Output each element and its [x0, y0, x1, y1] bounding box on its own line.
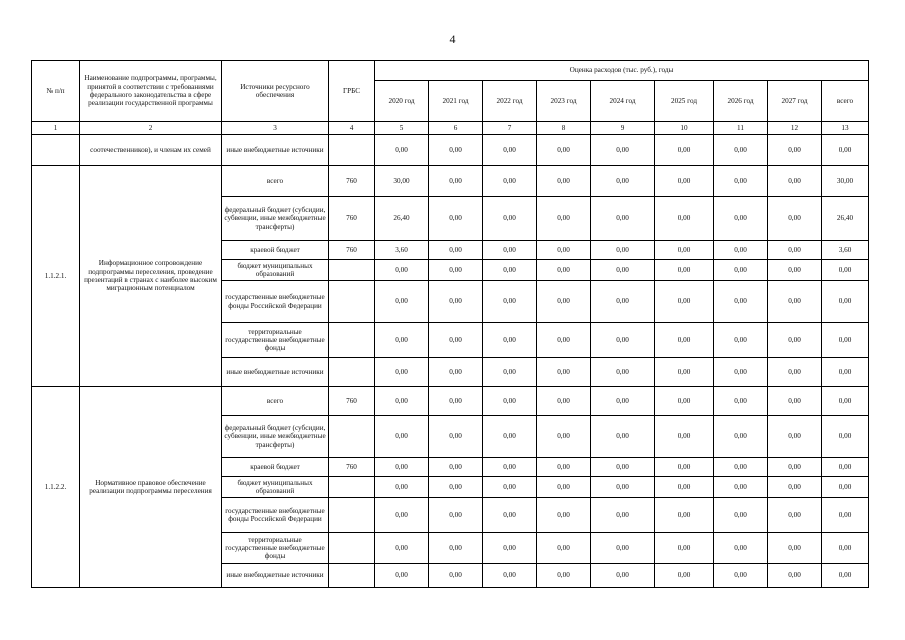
column-number: 12 — [768, 122, 822, 135]
grbs-cell — [329, 533, 375, 564]
value-cell: 0,00 — [537, 498, 591, 533]
header-year: 2027 год — [768, 81, 822, 122]
value-cell: 0,00 — [537, 358, 591, 387]
value-cell: 0,00 — [655, 416, 714, 458]
value-cell: 0,00 — [655, 564, 714, 588]
value-cell: 0,00 — [537, 135, 591, 166]
value-cell: 0,00 — [591, 197, 655, 241]
value-cell: 0,00 — [822, 533, 869, 564]
grbs-cell: 760 — [329, 166, 375, 197]
value-cell: 0,00 — [655, 533, 714, 564]
table-row — [32, 135, 869, 166]
value-cell: 0,00 — [714, 458, 768, 477]
value-cell: 0,00 — [591, 166, 655, 197]
value-cell: 0,00 — [537, 416, 591, 458]
value-cell: 0,00 — [655, 477, 714, 498]
value-cell: 0,00 — [655, 387, 714, 416]
source-label: федеральный бюджет (субсидии, субвенции, иные межбюджетные трансферты) — [222, 197, 329, 241]
value-cell: 0,00 — [714, 241, 768, 260]
value-cell: 0,00 — [429, 241, 483, 260]
grbs-cell — [329, 135, 375, 166]
value-cell: 0,00 — [375, 281, 429, 323]
source-label: иные внебюджетные источники — [222, 135, 329, 166]
value-cell: 0,00 — [375, 416, 429, 458]
page-number: 4 — [449, 32, 456, 46]
value-cell: 0,00 — [822, 564, 869, 588]
value-cell: 0,00 — [768, 498, 822, 533]
column-number: 4 — [329, 122, 375, 135]
value-cell: 0,00 — [483, 241, 537, 260]
value-cell: 0,00 — [768, 281, 822, 323]
row-number — [32, 135, 80, 166]
value-cell: 0,00 — [537, 477, 591, 498]
value-cell: 0,00 — [768, 358, 822, 387]
grbs-cell — [329, 498, 375, 533]
table-row — [32, 166, 869, 197]
value-cell: 0,00 — [822, 358, 869, 387]
source-label: государственные внебюджетные фонды Российской Федерации — [222, 281, 329, 323]
column-number: 1 — [32, 122, 80, 135]
value-cell: 0,00 — [822, 260, 869, 281]
value-cell: 0,00 — [714, 135, 768, 166]
value-cell: 0,00 — [483, 387, 537, 416]
value-cell: 0,00 — [768, 260, 822, 281]
header-year: 2022 год — [483, 81, 537, 122]
source-label: федеральный бюджет (субсидии, субвенции, иные межбюджетные трансферты) — [222, 416, 329, 458]
value-cell: 0,00 — [655, 281, 714, 323]
value-cell: 0,00 — [591, 564, 655, 588]
value-cell: 0,00 — [822, 477, 869, 498]
grbs-cell — [329, 358, 375, 387]
value-cell: 0,00 — [429, 416, 483, 458]
header-year: 2024 год — [591, 81, 655, 122]
value-cell: 0,00 — [822, 387, 869, 416]
value-cell: 0,00 — [655, 498, 714, 533]
value-cell: 0,00 — [375, 358, 429, 387]
column-number: 6 — [429, 122, 483, 135]
grbs-cell — [329, 260, 375, 281]
column-number: 8 — [537, 122, 591, 135]
value-cell: 0,00 — [375, 498, 429, 533]
value-cell: 0,00 — [655, 260, 714, 281]
value-cell: 0,00 — [768, 564, 822, 588]
header-source: Источники ресурсного обеспечения — [222, 61, 329, 122]
source-label: краевой бюджет — [222, 241, 329, 260]
value-cell: 0,00 — [768, 197, 822, 241]
value-cell: 0,00 — [714, 416, 768, 458]
value-cell: 0,00 — [591, 387, 655, 416]
value-cell: 0,00 — [822, 135, 869, 166]
header-num: № п/п — [32, 61, 80, 122]
value-cell: 0,00 — [537, 564, 591, 588]
value-cell: 0,00 — [483, 498, 537, 533]
value-cell: 0,00 — [375, 260, 429, 281]
value-cell: 0,00 — [714, 533, 768, 564]
value-cell: 0,00 — [375, 458, 429, 477]
column-number: 2 — [80, 122, 222, 135]
value-cell: 0,00 — [375, 135, 429, 166]
value-cell: 0,00 — [768, 533, 822, 564]
value-cell: 0,00 — [429, 135, 483, 166]
value-cell: 0,00 — [429, 281, 483, 323]
value-cell: 0,00 — [714, 477, 768, 498]
value-cell: 0,00 — [429, 533, 483, 564]
value-cell: 0,00 — [768, 166, 822, 197]
header-year: всего — [822, 81, 869, 122]
value-cell: 0,00 — [714, 358, 768, 387]
value-cell: 0,00 — [429, 564, 483, 588]
value-cell: 0,00 — [714, 564, 768, 588]
value-cell: 0,00 — [714, 498, 768, 533]
row-number: 1.1.2.1. — [32, 166, 80, 387]
source-label: государственные внебюджетные фонды Российской Федерации — [222, 498, 329, 533]
header-year: 2026 год — [714, 81, 768, 122]
value-cell: 0,00 — [429, 477, 483, 498]
value-cell: 0,00 — [483, 358, 537, 387]
value-cell: 0,00 — [483, 260, 537, 281]
table-header — [32, 61, 869, 135]
value-cell: 0,00 — [537, 197, 591, 241]
value-cell: 0,00 — [591, 281, 655, 323]
header-year: 2021 год — [429, 81, 483, 122]
value-cell: 26,40 — [822, 197, 869, 241]
column-number: 5 — [375, 122, 429, 135]
value-cell: 0,00 — [483, 564, 537, 588]
grbs-cell: 760 — [329, 197, 375, 241]
value-cell: 30,00 — [822, 166, 869, 197]
value-cell: 0,00 — [591, 498, 655, 533]
value-cell: 0,00 — [483, 458, 537, 477]
value-cell: 0,00 — [429, 260, 483, 281]
value-cell: 0,00 — [537, 387, 591, 416]
value-cell: 3,60 — [822, 241, 869, 260]
value-cell: 0,00 — [655, 358, 714, 387]
source-label: всего — [222, 166, 329, 197]
value-cell: 0,00 — [591, 135, 655, 166]
value-cell: 0,00 — [591, 358, 655, 387]
value-cell: 0,00 — [429, 166, 483, 197]
column-number: 13 — [822, 122, 869, 135]
column-number: 9 — [591, 122, 655, 135]
value-cell: 0,00 — [537, 241, 591, 260]
table-row — [32, 387, 869, 416]
value-cell: 0,00 — [714, 281, 768, 323]
value-cell: 0,00 — [537, 260, 591, 281]
value-cell: 0,00 — [822, 498, 869, 533]
grbs-cell — [329, 477, 375, 498]
value-cell: 0,00 — [714, 387, 768, 416]
value-cell: 0,00 — [375, 477, 429, 498]
value-cell: 0,00 — [375, 564, 429, 588]
value-cell: 0,00 — [375, 323, 429, 358]
value-cell: 0,00 — [768, 135, 822, 166]
value-cell: 0,00 — [591, 533, 655, 564]
value-cell: 0,00 — [483, 281, 537, 323]
value-cell: 0,00 — [429, 458, 483, 477]
value-cell: 0,00 — [714, 166, 768, 197]
value-cell: 0,00 — [537, 458, 591, 477]
value-cell: 0,00 — [591, 458, 655, 477]
value-cell: 0,00 — [655, 135, 714, 166]
value-cell: 0,00 — [591, 241, 655, 260]
value-cell: 0,00 — [591, 477, 655, 498]
header-expenses: Оценка расходов (тыс. руб.), годы — [375, 61, 869, 81]
value-cell: 30,00 — [375, 166, 429, 197]
value-cell: 0,00 — [591, 260, 655, 281]
value-cell: 0,00 — [483, 477, 537, 498]
value-cell: 0,00 — [375, 533, 429, 564]
value-cell: 0,00 — [429, 197, 483, 241]
grbs-cell — [329, 281, 375, 323]
header-year: 2023 год — [537, 81, 591, 122]
value-cell: 0,00 — [429, 323, 483, 358]
grbs-cell: 760 — [329, 458, 375, 477]
value-cell: 0,00 — [483, 533, 537, 564]
value-cell: 0,00 — [822, 458, 869, 477]
value-cell: 26,40 — [375, 197, 429, 241]
value-cell: 0,00 — [768, 323, 822, 358]
value-cell: 0,00 — [375, 387, 429, 416]
value-cell: 0,00 — [655, 166, 714, 197]
header-grbs: ГРБС — [329, 61, 375, 122]
value-cell: 0,00 — [655, 241, 714, 260]
column-number: 7 — [483, 122, 537, 135]
row-number: 1.1.2.2. — [32, 387, 80, 588]
header-year: 2025 год — [655, 81, 714, 122]
source-label: краевой бюджет — [222, 458, 329, 477]
source-label: всего — [222, 387, 329, 416]
value-cell: 0,00 — [537, 533, 591, 564]
value-cell: 0,00 — [768, 387, 822, 416]
budget-table — [31, 60, 869, 588]
grbs-cell: 760 — [329, 241, 375, 260]
value-cell: 0,00 — [537, 281, 591, 323]
header-name: Наименование подпрограммы, программы, принятой в соответствии с требованиями федерального законодательства в сфере реализации государственной программы — [80, 61, 222, 122]
value-cell: 0,00 — [768, 416, 822, 458]
value-cell: 0,00 — [429, 358, 483, 387]
value-cell: 0,00 — [714, 323, 768, 358]
value-cell: 0,00 — [429, 498, 483, 533]
source-label: территориальные государственные внебюджетные фонды — [222, 323, 329, 358]
value-cell: 0,00 — [483, 135, 537, 166]
column-number: 11 — [714, 122, 768, 135]
value-cell: 0,00 — [768, 458, 822, 477]
source-label: территориальные государственные внебюджетные фонды — [222, 533, 329, 564]
value-cell: 0,00 — [537, 323, 591, 358]
value-cell: 3,60 — [375, 241, 429, 260]
source-label: иные внебюджетные источники — [222, 564, 329, 588]
grbs-cell — [329, 323, 375, 358]
table-body — [32, 135, 869, 588]
value-cell: 0,00 — [768, 477, 822, 498]
grbs-cell — [329, 564, 375, 588]
source-label: бюджет муниципальных образований — [222, 260, 329, 281]
value-cell: 0,00 — [714, 260, 768, 281]
value-cell: 0,00 — [655, 197, 714, 241]
source-label: иные внебюджетные источники — [222, 358, 329, 387]
value-cell: 0,00 — [483, 166, 537, 197]
value-cell: 0,00 — [483, 197, 537, 241]
value-cell: 0,00 — [714, 197, 768, 241]
column-number: 3 — [222, 122, 329, 135]
source-label: бюджет муниципальных образований — [222, 477, 329, 498]
value-cell: 0,00 — [591, 416, 655, 458]
value-cell: 0,00 — [655, 323, 714, 358]
continuation-name: соотечественников), и членам их семей — [80, 135, 222, 166]
value-cell: 0,00 — [537, 166, 591, 197]
value-cell: 0,00 — [591, 323, 655, 358]
activity-name: Информационное сопровождение подпрограммы переселения, проведение презентаций в странах с наиболее высоким миграционным потенциалом — [80, 166, 222, 387]
value-cell: 0,00 — [822, 323, 869, 358]
value-cell: 0,00 — [483, 323, 537, 358]
grbs-cell — [329, 416, 375, 458]
value-cell: 0,00 — [822, 281, 869, 323]
value-cell: 0,00 — [655, 458, 714, 477]
value-cell: 0,00 — [822, 416, 869, 458]
value-cell: 0,00 — [483, 416, 537, 458]
header-year: 2020 год — [375, 81, 429, 122]
column-number: 10 — [655, 122, 714, 135]
value-cell: 0,00 — [768, 241, 822, 260]
grbs-cell: 760 — [329, 387, 375, 416]
value-cell: 0,00 — [429, 387, 483, 416]
activity-name: Нормативное правовое обеспечение реализации подпрограммы переселения — [80, 387, 222, 588]
